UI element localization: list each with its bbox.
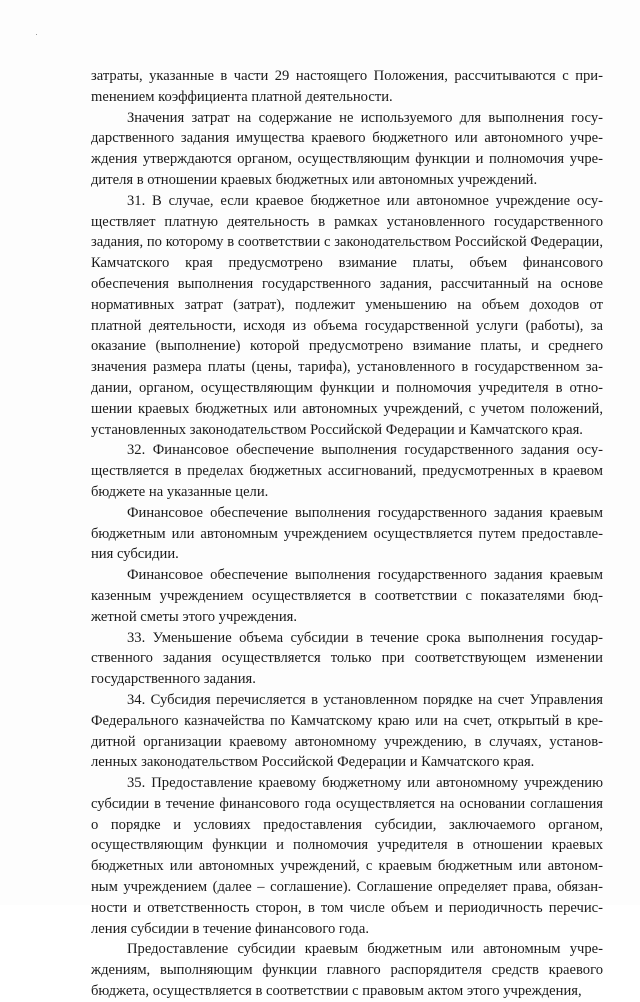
paragraph-continuation: затраты, указанные в части 29 настоящего Положения, рассчитываются с приmенением коэффициента платной деятельности. [91, 68, 603, 105]
paragraph-31: 31. В случае, если краевое бюджетное или автономное учреждение осуществляет платную деятельность в рамках установленного государственного задания, по которому в соответствии с законодательством Российской Федерации, Камчатского края предусмотрено взимание платы, объем финансового обеспечения выполнения государственного задания, рассчитанный на основе нормативных затрат (затрат), подлежит уменьшению на объем доходов от платной деятельности, исходя из объема государственной услуги (работы), за оказание (выполнение) которой предусмотрено взимание платы, и среднего значения размера платы (цены, тарифа), установленного в государственном задании, органом, осуществляющим функции и полномочия учредителя в отношении краевых бюджетных или автономных учреждений, с учетом положений, установленных законодательством Российской Федерации и Камчатского края. [91, 192, 603, 438]
paragraph-34: 34. Субсидия перечисляется в установленном порядке на счет Управления Федерального казначейства по Камчатскому краю или на счет, открытый в кредитной организации краевому автономному учреждению, в случаях, установленных законодательством Российской Федерации и Камчатского края. [91, 691, 603, 771]
paragraph-32: 32. Финансовое обеспечение выполнения государственного задания осуществляется в пределах бюджетных ассигнований, предусмотренных в краевом бюджете на указанные цели. [91, 442, 603, 500]
paragraph-subsidy-state: Финансовое обеспечение выполнения государственного задания краевым казенным учреждением осуществляется в соответствии с показателями бюджетной сметы этого учреждения. [91, 567, 603, 625]
paragraph-35: 35. Предоставление краевому бюджетному или автономному учреждению субсидии в течение финансового года осуществляется на основании соглашения о порядке и условиях предоставления субсидии, заключаемого органом, осуществляющим функции и полномочия учредителя в отношении краевых бюджетных или автономных учреждений, с краевым бюджетным или автономным учреждением (далее – соглашение). Соглашение определяет права, обязанности и ответственность сторон, в том числе объем и периодичность перечисления субсидии в течение финансового года. [91, 775, 603, 937]
paragraph-33: 33. Уменьшение объема субсидии в течение срока выполнения государственного задания осуществляется только при соответствующем изменении государственного задания. [91, 629, 603, 688]
paragraph-35-continued: Предоставление субсидии краевым бюджетным или автономным учреждениям, выполняющим функции главного распорядителя средств краевого бюджета, осуществляется в соответствии с правовым актом этого учреждения, [91, 941, 603, 1000]
scan-speck [36, 34, 37, 35]
paragraph-maintenance-costs: Значения затрат на содержание не используемого для выполнения государственного задания имущества краевого бюджетного или автономного учреждения утверждаются органом, осуществляющим функции и полномочия учредителя в отношении краевых бюджетных или автономных учреждений. [91, 109, 603, 188]
document-body [91, 66, 603, 1002]
paragraph-subsidy-budget: Финансовое обеспечение выполнения государственного задания краевым бюджетным или автономным учреждением осуществляется путем предоставления субсидии. [91, 504, 603, 563]
